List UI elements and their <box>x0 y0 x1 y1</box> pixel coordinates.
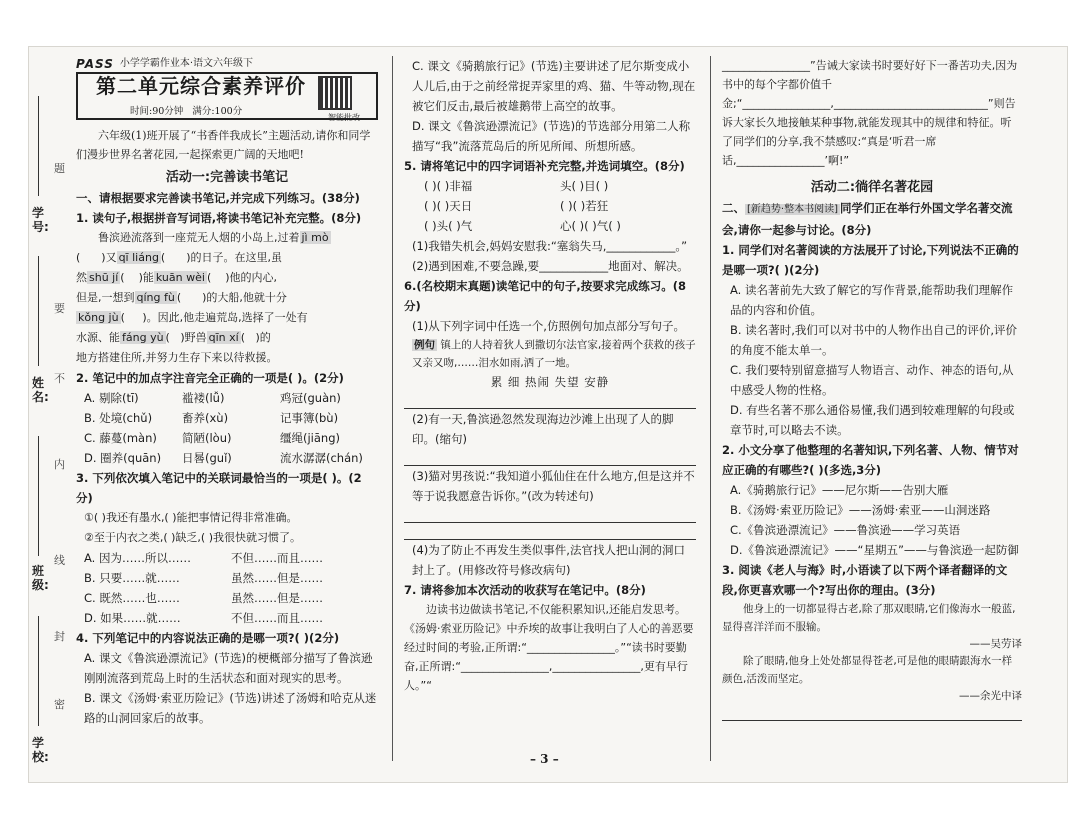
seal-char: 线 <box>54 554 65 567</box>
part-2-heading: 二、 [新趋势·整本书阅读] 同学们正在举行外国文学名著交流会,请你一起参与讨论。(8分) <box>722 201 1013 237</box>
school-label: 学校: <box>32 736 49 764</box>
page-title: 第二单元综合素养评价 <box>96 74 306 98</box>
question-1: 1. 读句子,根据拼音写词语,将读书笔记补充完整。(8分) 鲁滨逊流落到一座荒无人烟的小岛上,过着 jì mò ( )又 qī liáng ( )的日子。在这里,虽 然 shū jí ( )能 kuān wèi ( )他的内心, 但是,一想到 qíng fù ( )的大船,他就十分 kǒng jù ( )。因此,他走遍荒岛,选择了一处有 水源、能 fáng yù ( )野兽 qīn xí ( )的 地方搭建住所,并努力生存下来以待救援。 <box>76 211 362 364</box>
word-choices: 累 细 热闹 失望 安静 <box>490 375 610 389</box>
class-label: 班级: <box>32 564 49 592</box>
exam-meta: 时间:90分钟 满分:100分 <box>130 106 243 117</box>
answer-line[interactable] <box>404 449 696 466</box>
question-2: 2. 笔记中的加点字注音完全正确的一项是( )。(2分) A. 剔除(tī) 褴褛(lǚ) 鸡冠(guàn) B. 处境(chǔ) 畜养(xù) 记事簿(bù) C. 藤蔓(màn) 简陋(lòu) 缰绳(jiāng) D. 圈养(quān) 日晷(guǐ) 流水潺潺(chán) <box>76 371 363 465</box>
answer-line[interactable] <box>404 392 696 409</box>
title-box <box>76 72 378 120</box>
student-number-label: 学号: <box>32 206 49 234</box>
question-5: 5. 请将笔记中的四字词语补充完整,并选词填空。(8分) ( )( )非福 头( )目( ) ( )( )天日 ( )( )若狂 ( )头( )气 心( )( )气( ) (1)我错失机会,妈妈安慰我:“塞翁失马,____________。” (2)遇到困难,不要急躁,要____________地面对、解决。 <box>404 159 689 273</box>
question-4: 4. 下列笔记中的内容说法正确的是哪一项?( )(2分) A. 课文《鲁滨逊漂流记》(节选)的梗概部分描写了鲁滨逊刚刚流落到荒岛上时的生活状态和面对现实的思考。 B. 课文《汤姆·索亚历险记》(节选)讲述了汤姆和哈克从迷路的山洞回家后的故事。 <box>76 631 377 725</box>
column-right <box>722 56 1022 721</box>
question-7: 7. 请将参加本次活动的收获写在笔记中。(8分) 边读书边做读书笔记,不仅能积累知识,还能启发思考。《汤姆·索亚历险记》中乔埃的故事让我明白了人心的善恶要经过时间的考验,正所谓:“________________。”“读书时要勤奋,正所谓:“________________,________________,更有早行人。”“ <box>404 583 694 692</box>
name-label: 姓名: <box>32 376 49 404</box>
margin-line <box>38 616 39 726</box>
margin-line <box>38 256 39 366</box>
question-3: 3. 下列依次填入笔记中的关联词最恰当的一项是( )。(2分) ①( )我还有墨水,( )能把事情记得非常准确。 ②至于内衣之类,( )缺乏,( )我很快就习惯了。 A. 因为……所以…… 不但……而且…… B. 只要……就…… 虽然……但是…… C. 既然……也…… 虽然……但是…… D. 如果……就…… 不但……而且…… <box>76 471 362 625</box>
column-divider <box>710 56 711 761</box>
margin-line <box>38 96 39 196</box>
seal-char: 要 <box>54 302 65 315</box>
column-middle <box>404 56 696 695</box>
answer-line[interactable] <box>404 506 696 523</box>
brand-logo: PASS <box>76 57 114 71</box>
part2-question-3: 3. 阅读《老人与海》时,小语读了以下两个译者翻译的文段,你更喜欢哪一个?写出你的理由。(3分) 他身上的一切都显得古老,除了那双眼睛,它们像海水一般蓝,显得喜洋洋而不服输。 ——吴劳译 除了眼睛,他身上处处都显得苍老,可是他的眼睛跟海水一样颜色,活泼而坚定。 ——余光中译 <box>722 560 1022 721</box>
answer-line[interactable] <box>404 523 696 540</box>
seal-char: 题 <box>54 162 65 175</box>
seal-char: 密 <box>54 698 65 711</box>
qr-code-icon[interactable] <box>318 76 352 110</box>
seal-char: 封 <box>54 630 65 643</box>
question-7-continued: ________________”告诫大家读书时要好好下一番苦功夫,因为书中的每个字都价值千金;“________________,____________________________”则告诉大家长久地接触某种事物,就能发现其中的规律和特征。听了同学们的分享,我不禁感叹:“真是‘听君一席话,________________’啊!” <box>722 59 1018 167</box>
column-divider <box>392 56 393 761</box>
example-tag: 例句 <box>414 339 435 351</box>
part2-question-2: 2. 小文分享了他整理的名著知识,下列名著、人物、情节对应正确的有哪些?( )(多选,3分) A.《骑鹅旅行记》——尼尔斯——告别大雁 B.《汤姆·索亚历险记》——汤姆·索亚——山洞迷路 C.《鲁滨逊漂流记》——鲁滨逊——学习英语 D.《鲁滨逊漂流记》——“星期五”——与鲁滨逊一起防御 <box>722 443 1019 557</box>
book-header <box>76 56 378 72</box>
question-6: 6.(名校期末真题)读笔记中的句子,按要求完成练习。(8分) (1)从下列字词中任选一个,仿照例句加点部分写句子。 例句 镇上的人持着狄人到撒切尔法官家,接着两个获救的孩子又亲又吻,……泪水如雨,洒了一地。 累 细 热闹 失望 安静 (2)有一天,鲁滨逊忽然发现海边沙滩上出现了人的脚印。(缩句) (3)猫对男孩说:“我知道小狐仙住在什么地方,但是这并不等于说我愿意告诉你。”(改为转述句) (4)为了防止不再发生类似事件,法官找人把山洞的洞口封上了。(用修改符号修改病句) <box>404 279 696 577</box>
seal-char: 内 <box>54 458 65 471</box>
seal-char: 不 <box>54 372 65 385</box>
part-1-heading: 一、请根据要求完善读书笔记,并完成下列练习。(38分) <box>76 191 360 205</box>
answer-line[interactable] <box>722 704 1022 721</box>
margin-line <box>38 436 39 556</box>
binding-margin <box>32 56 68 766</box>
activity-2-heading: 活动二:徜徉名著花园 <box>810 180 934 195</box>
column-left <box>76 56 378 728</box>
part2-question-1: 1. 同学们对名著阅读的方法展开了讨论,下列说法不正确的是哪一项?( )(2分) A. 读名著前先大致了解它的写作背景,能帮助我们理解作品的内容和价值。 B. 读名著时,我们可以对书中的人物作出自己的评价,评价的角度不能太单一。 C. 我们要特别留意描写人物语言、动作、神态的语句,从中感受人物的性格。 D. 有些名著不那么通俗易懂,我们遇到较难理解的句段或章节时,可以略去不读。 <box>722 243 1019 437</box>
activity-1-heading: 活动一:完善读书笔记 <box>165 170 289 185</box>
page-number: – 3 – <box>530 752 559 766</box>
intro-text: 六年级(1)班开展了“书香伴我成长”主题活动,请你和同学们漫步世界名著花园,一起探索更广阔的天地吧! <box>76 129 371 161</box>
series-name: 小学学霸作业本·语文六年级下 <box>119 58 254 69</box>
question-4-continued: C. 课文《骑鹅旅行记》(节选)主要讲述了尼尔斯变成小人儿后,由于之前经常捉弄家里的鸡、猫、牛等动物,现在被它们反击,最后被雄鹅带上高空的故事。 D. 课文《鲁滨逊漂流记》(节选)的节选部分用第二人称描写“我”流落荒岛后的所见所闻、所想所感。 <box>412 59 696 153</box>
qr-caption: 智能批改 <box>328 113 360 122</box>
